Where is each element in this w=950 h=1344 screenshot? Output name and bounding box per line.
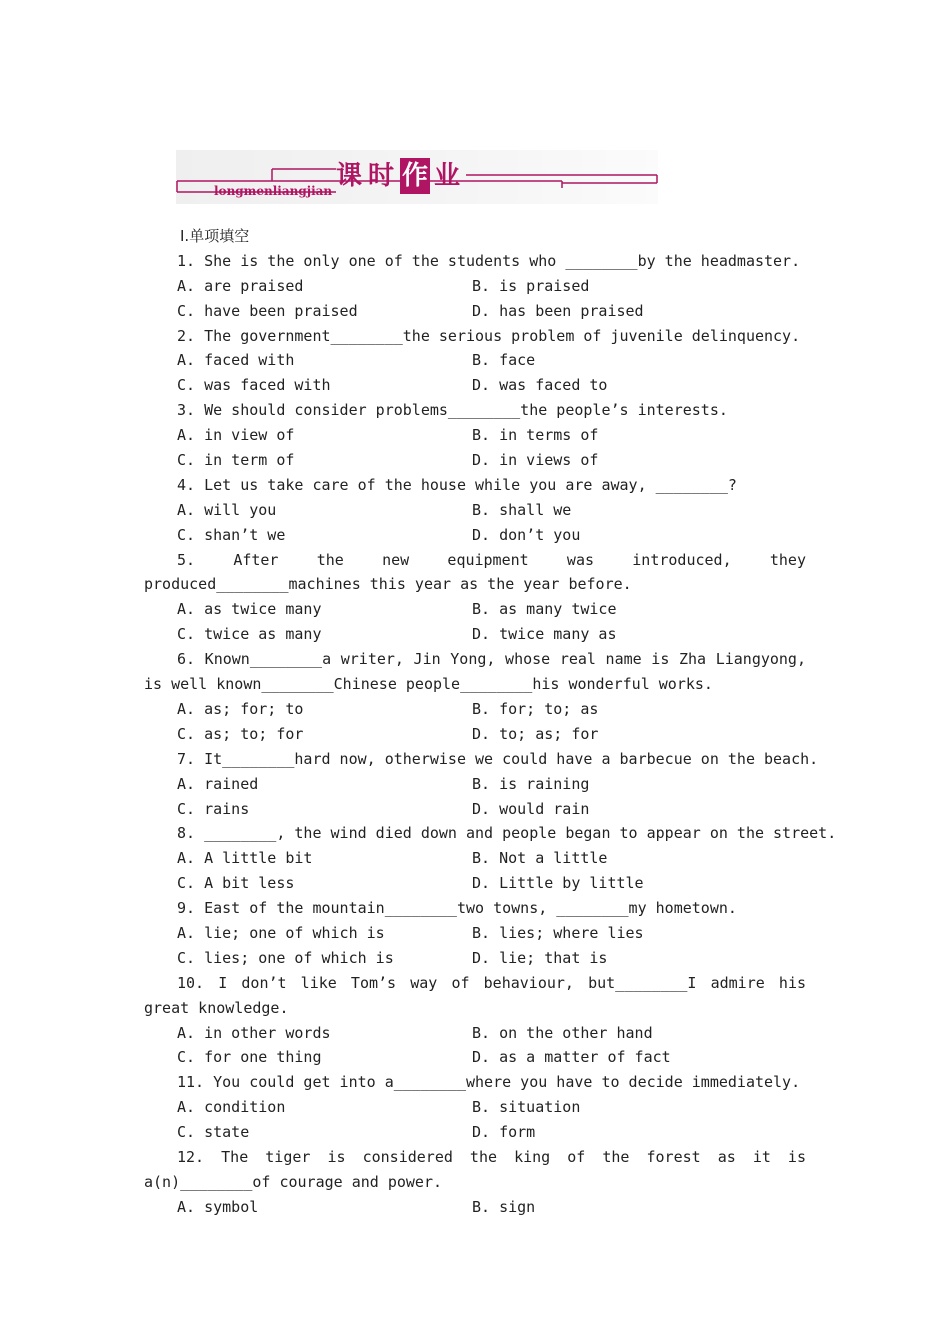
option-a[interactable]: A. in view of: [177, 426, 295, 445]
option-row: [144, 373, 806, 398]
option-b[interactable]: B. shall we: [472, 500, 572, 519]
question-item: [144, 249, 806, 324]
option-row: [144, 1021, 806, 1046]
banner-subtitle: longmenliangjian: [214, 184, 333, 198]
option-a[interactable]: A. condition: [177, 1098, 286, 1117]
option-c[interactable]: C. twice as many: [177, 625, 322, 644]
option-b[interactable]: B. for; to; as: [472, 699, 599, 718]
exercise-content: [144, 224, 837, 1220]
option-a[interactable]: A. will you: [177, 500, 277, 519]
option-b[interactable]: B. sign: [472, 1197, 536, 1216]
question-stem: 6. Known________a writer, Jin Yong, whose real name is Zha Liangyong, is well known________Chinese people________his wonderful works.: [144, 650, 806, 694]
question-stem: 10. I don’t like Tom’s way of behaviour, but________I admire his great knowledge.: [144, 973, 806, 1017]
option-c[interactable]: C. as; to; for: [177, 724, 304, 743]
option-row: [144, 871, 806, 896]
option-a[interactable]: A. faced with: [177, 351, 295, 370]
banner-title-part-a: 课时: [336, 161, 401, 191]
option-b[interactable]: B. on the other hand: [472, 1023, 653, 1042]
option-row: [144, 299, 806, 324]
option-a[interactable]: A. as; for; to: [177, 699, 304, 718]
option-row: [144, 597, 806, 622]
option-row: [144, 1095, 806, 1120]
option-row: [144, 722, 806, 747]
option-a[interactable]: A. lie; one of which is: [177, 924, 385, 942]
section-heading: Ⅰ.单项填空: [180, 227, 250, 245]
option-a[interactable]: A. symbol: [177, 1197, 259, 1216]
question-stem: 9. East of the mountain________two towns, ________my hometown.: [177, 899, 737, 918]
option-b[interactable]: B. face: [472, 351, 536, 370]
option-b[interactable]: B. Not a little: [472, 849, 608, 868]
option-d[interactable]: D. Little by little: [472, 874, 644, 893]
option-a[interactable]: A. in other words: [177, 1023, 331, 1042]
question-item: [144, 1070, 806, 1145]
option-a[interactable]: A. rained: [177, 774, 259, 793]
question-item: [144, 398, 806, 473]
option-row: [144, 523, 806, 548]
option-a[interactable]: A. A little bit: [177, 849, 313, 868]
option-b[interactable]: B. is raining: [472, 774, 590, 793]
option-row: [144, 348, 806, 373]
question-stem: 5. After the new equipment was introduced, they produced________machines this year as the year before.: [144, 550, 806, 594]
question-stem: 11. You could get into a________where you have to decide immediately.: [177, 1073, 801, 1092]
option-row: [144, 946, 806, 971]
banner-title-part-c: 业: [434, 161, 467, 191]
option-d[interactable]: D. has been praised: [472, 301, 644, 320]
option-row: [144, 697, 806, 722]
question-item: [144, 971, 806, 1071]
option-d[interactable]: D. twice many as: [472, 625, 617, 644]
option-c[interactable]: C. was faced with: [177, 376, 331, 395]
option-a[interactable]: A. are praised: [177, 276, 304, 295]
question-item: [144, 548, 806, 648]
question-stem: 7. It________hard now, otherwise we could have a barbecue on the beach.: [177, 749, 819, 768]
header-banner: [176, 150, 658, 204]
question-list: [144, 249, 837, 1220]
option-d[interactable]: D. would rain: [472, 799, 590, 818]
option-row: [144, 448, 806, 473]
question-stem: 2. The government________the serious problem of juvenile delinquency.: [177, 326, 801, 345]
banner-title: [336, 158, 466, 194]
option-row: [144, 1120, 806, 1145]
option-d[interactable]: D. form: [472, 1123, 536, 1142]
question-item: [144, 473, 806, 548]
option-row: [144, 797, 806, 822]
option-a[interactable]: A. as twice many: [177, 600, 322, 619]
banner-title-highlight: 作: [400, 158, 430, 194]
question-stem: 1. She is the only one of the students who ________by the headmaster.: [177, 251, 801, 270]
question-item: [144, 647, 806, 747]
option-row: [144, 772, 806, 797]
option-c[interactable]: C. state: [177, 1123, 250, 1142]
option-row: [144, 423, 806, 448]
option-c[interactable]: C. lies; one of which is: [177, 948, 394, 967]
question-stem: 4. Let us take care of the house while you are away, ________?: [177, 475, 737, 494]
option-d[interactable]: D. don’t you: [472, 525, 581, 544]
option-c[interactable]: C. have been praised: [177, 301, 358, 320]
option-row: [144, 921, 806, 946]
question-item: [144, 324, 806, 399]
question-item: [144, 896, 806, 971]
option-c[interactable]: C. in term of: [177, 451, 295, 470]
option-d[interactable]: D. to; as; for: [472, 724, 599, 743]
question-item: [144, 747, 819, 822]
option-row: [144, 846, 806, 871]
option-b[interactable]: B. in terms of: [472, 426, 599, 445]
option-row: [144, 498, 806, 523]
option-row: [144, 1195, 806, 1220]
option-b[interactable]: B. lies; where lies: [472, 924, 644, 942]
option-c[interactable]: C. for one thing: [177, 1048, 322, 1067]
question-stem: 12. The tiger is considered the king of the forest as it is a(n)________of courage and power.: [144, 1148, 806, 1191]
option-c[interactable]: C. shan’t we: [177, 525, 286, 544]
option-d[interactable]: D. was faced to: [472, 376, 608, 395]
option-b[interactable]: B. as many twice: [472, 600, 617, 619]
option-c[interactable]: C. A bit less: [177, 874, 295, 893]
option-b[interactable]: B. is praised: [472, 276, 590, 295]
option-d[interactable]: D. lie; that is: [472, 948, 608, 967]
option-d[interactable]: D. in views of: [472, 451, 599, 470]
question-item: [144, 821, 837, 896]
option-b[interactable]: B. situation: [472, 1098, 581, 1117]
option-row: [144, 622, 806, 647]
option-d[interactable]: D. as a matter of fact: [472, 1048, 671, 1067]
question-item: [144, 1145, 806, 1220]
question-stem: 3. We should consider problems________the people’s interests.: [177, 401, 728, 420]
option-row: [144, 1045, 806, 1070]
option-row: [144, 274, 806, 299]
option-c[interactable]: C. rains: [177, 799, 250, 818]
question-stem: 8. ________, the wind died down and people began to appear on the street.: [177, 824, 837, 843]
